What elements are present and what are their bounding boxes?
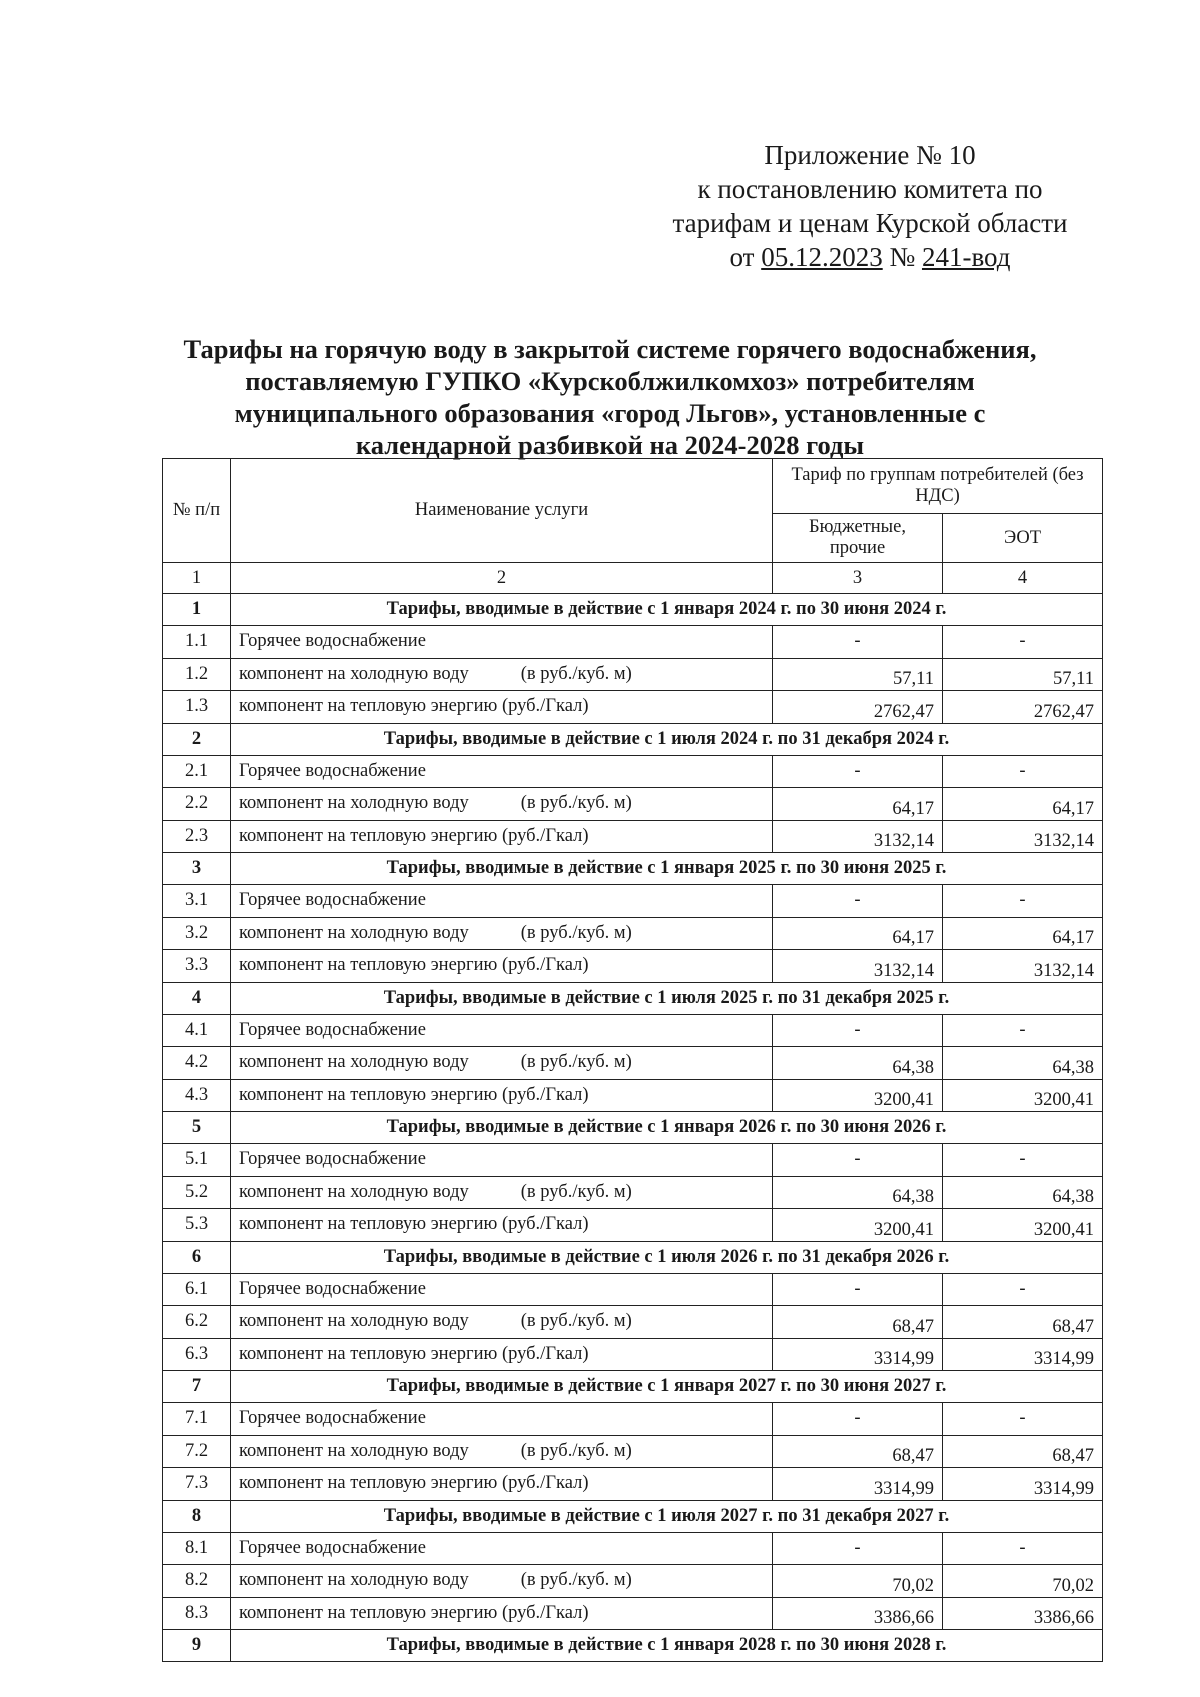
period-row [163, 1371, 1103, 1403]
tariff-eot-cell: 3200,41 [943, 1079, 1103, 1112]
tariff-budget-cell: 64,38 [773, 1176, 943, 1209]
service-label: компонент на тепловую энергию (руб./Гкал) [239, 1602, 589, 1623]
row-number: 3.1 [163, 885, 231, 918]
service-name [231, 1014, 773, 1047]
row-number: 1.1 [163, 626, 231, 659]
tariff-budget-cell: - [773, 885, 943, 918]
service-name [231, 1144, 773, 1177]
tariff-eot-cell: 68,47 [943, 1306, 1103, 1339]
tariff-budget-cell: 57,11 [773, 658, 943, 691]
tariff-eot-cell: 64,38 [943, 1047, 1103, 1080]
table-row [163, 1532, 1103, 1565]
tariff-budget-cell: - [773, 1144, 943, 1177]
tariff-eot-cell: 64,38 [943, 1176, 1103, 1209]
service-label: Горячее водоснабжение [239, 1278, 426, 1299]
tariff-budget-cell: 64,17 [773, 917, 943, 950]
service-name [231, 917, 773, 950]
service-label: компонент на холодную воду [239, 793, 469, 814]
col-header-name: Наименование услуги [231, 459, 773, 563]
table-row [163, 755, 1103, 788]
tariff-eot-cell: 3314,99 [943, 1338, 1103, 1371]
service-name [231, 1047, 773, 1080]
tariff-eot-cell: - [943, 1403, 1103, 1436]
table-row [163, 1468, 1103, 1501]
header-number-2: 2 [231, 563, 773, 594]
header-number-3: 3 [773, 563, 943, 594]
period-number: 6 [163, 1241, 231, 1273]
service-label: Горячее водоснабжение [239, 890, 426, 911]
period-number: 1 [163, 594, 231, 626]
service-label: компонент на холодную воду [239, 922, 469, 943]
tariff-budget-cell: - [773, 1273, 943, 1306]
service-label: компонент на тепловую энергию (руб./Гкал) [239, 1214, 589, 1235]
service-label: Горячее водоснабжение [239, 631, 426, 652]
period-row [163, 1112, 1103, 1144]
tariff-eot-cell: 3314,99 [943, 1468, 1103, 1501]
period-title: Тарифы, вводимые в действие с 1 января 2025 г. по 30 июня 2025 г. [231, 853, 1103, 885]
service-label: компонент на тепловую энергию (руб./Гкал) [239, 696, 589, 717]
row-number: 8.2 [163, 1565, 231, 1598]
service-name [231, 626, 773, 659]
appendix-line-3: тарифам и ценам Курской области [672, 208, 1068, 238]
title-line-3: муниципального образования «город Льгов», установленные с [234, 398, 986, 428]
unit-label: (в руб./куб. м) [520, 1311, 632, 1332]
row-number: 6.1 [163, 1273, 231, 1306]
tariff-eot-cell: - [943, 755, 1103, 788]
period-title: Тарифы, вводимые в действие с 1 июля 2026 г. по 31 декабря 2026 г. [231, 1241, 1103, 1273]
tariff-eot-cell: - [943, 1014, 1103, 1047]
number-prefix: № [889, 242, 916, 272]
row-number: 6.2 [163, 1306, 231, 1339]
table-row [163, 1338, 1103, 1371]
tariff-eot-cell: 57,11 [943, 658, 1103, 691]
tariff-budget-cell: 2762,47 [773, 691, 943, 724]
tariff-eot-cell: 2762,47 [943, 691, 1103, 724]
tariff-budget-cell: 64,38 [773, 1047, 943, 1080]
service-label: Горячее водоснабжение [239, 1537, 426, 1558]
row-number: 8.1 [163, 1532, 231, 1565]
row-number: 4.1 [163, 1014, 231, 1047]
service-label: компонент на тепловую энергию (руб./Гкал) [239, 825, 589, 846]
table-row [163, 658, 1103, 691]
appendix-header [640, 138, 1100, 274]
period-row [163, 1500, 1103, 1532]
service-label: компонент на холодную воду [239, 1052, 469, 1073]
service-name [231, 1435, 773, 1468]
unit-label: (в руб./куб. м) [520, 1052, 632, 1073]
row-number: 3.2 [163, 917, 231, 950]
unit-label: (в руб./куб. м) [520, 1440, 632, 1461]
row-number: 8.3 [163, 1597, 231, 1630]
unit-label: (в руб./куб. м) [520, 1570, 632, 1591]
tariff-budget-cell: 64,17 [773, 788, 943, 821]
service-label: компонент на тепловую энергию (руб./Гкал) [239, 1084, 589, 1105]
period-title: Тарифы, вводимые в действие с 1 января 2024 г. по 30 июня 2024 г. [231, 594, 1103, 626]
row-number: 2.3 [163, 820, 231, 853]
service-name [231, 1565, 773, 1598]
tariff-budget-cell: - [773, 1532, 943, 1565]
row-number: 5.2 [163, 1176, 231, 1209]
appendix-line-2: к постановлению комитета по [697, 174, 1043, 204]
period-row [163, 1630, 1103, 1662]
tariff-budget-cell: 3314,99 [773, 1468, 943, 1501]
row-number: 6.3 [163, 1338, 231, 1371]
resolution-number: 241-вод [921, 242, 1011, 272]
service-name [231, 1403, 773, 1436]
tariff-budget-cell: 70,02 [773, 1565, 943, 1598]
unit-label: (в руб./куб. м) [520, 793, 632, 814]
date-prefix: от [729, 242, 755, 272]
service-name [231, 1597, 773, 1630]
table-row [163, 1176, 1103, 1209]
period-row [163, 982, 1103, 1014]
service-name [231, 788, 773, 821]
period-number: 2 [163, 723, 231, 755]
service-label: компонент на холодную воду [239, 1311, 469, 1332]
header-number-4: 4 [943, 563, 1103, 594]
period-number: 9 [163, 1630, 231, 1662]
table-row [163, 1597, 1103, 1630]
tariff-eot-cell: 3386,66 [943, 1597, 1103, 1630]
service-name [231, 1306, 773, 1339]
period-title: Тарифы, вводимые в действие с 1 января 2026 г. по 30 июня 2026 г. [231, 1112, 1103, 1144]
table-row [163, 1435, 1103, 1468]
table-row [163, 1273, 1103, 1306]
header-number-1: 1 [163, 563, 231, 594]
service-name [231, 1176, 773, 1209]
row-number: 7.2 [163, 1435, 231, 1468]
row-number: 2.2 [163, 788, 231, 821]
period-title: Тарифы, вводимые в действие с 1 января 2027 г. по 30 июня 2027 г. [231, 1371, 1103, 1403]
row-number: 1.2 [163, 658, 231, 691]
col-header-num: № п/п [163, 459, 231, 563]
service-name [231, 1079, 773, 1112]
col-header-tariff-group: Тариф по группам потребителей (без НДС) [773, 459, 1103, 514]
service-label: компонент на тепловую энергию (руб./Гкал) [239, 1473, 589, 1494]
row-number: 3.3 [163, 950, 231, 983]
row-number: 1.3 [163, 691, 231, 724]
col-header-eot: ЭОТ [943, 514, 1103, 563]
service-name [231, 658, 773, 691]
tariff-eot-cell: 64,17 [943, 917, 1103, 950]
tariff-eot-cell: - [943, 1532, 1103, 1565]
table-row [163, 950, 1103, 983]
row-number: 7.1 [163, 1403, 231, 1436]
service-name [231, 885, 773, 918]
period-number: 8 [163, 1500, 231, 1532]
service-label: компонент на холодную воду [239, 1181, 469, 1202]
table-row [163, 691, 1103, 724]
tariff-budget-cell: - [773, 626, 943, 659]
tariff-budget-cell: - [773, 1014, 943, 1047]
service-name [231, 1468, 773, 1501]
unit-label: (в руб./куб. м) [520, 663, 632, 684]
tariff-eot-cell: 70,02 [943, 1565, 1103, 1598]
tariff-eot-cell: 3132,14 [943, 820, 1103, 853]
tariff-eot-cell: - [943, 1273, 1103, 1306]
tariff-budget-cell: - [773, 1403, 943, 1436]
tariff-table [162, 458, 1103, 1662]
row-number: 5.3 [163, 1209, 231, 1242]
tariff-budget-cell: 3132,14 [773, 950, 943, 983]
period-title: Тарифы, вводимые в действие с 1 июля 2024 г. по 31 декабря 2024 г. [231, 723, 1103, 755]
title-line-2: поставляемую ГУПКО «Курскоблжилкомхоз» потребителям [245, 366, 975, 396]
tariff-budget-cell: 3200,41 [773, 1079, 943, 1112]
period-row [163, 853, 1103, 885]
period-title: Тарифы, вводимые в действие с 1 июля 2025 г. по 31 декабря 2025 г. [231, 982, 1103, 1014]
period-title: Тарифы, вводимые в действие с 1 июля 2027 г. по 31 декабря 2027 г. [231, 1500, 1103, 1532]
title-line-4: календарной разбивкой на 2024-2028 годы [355, 430, 865, 460]
row-number: 4.3 [163, 1079, 231, 1112]
table-row [163, 1079, 1103, 1112]
row-number: 7.3 [163, 1468, 231, 1501]
service-label: компонент на холодную воду [239, 1440, 469, 1461]
resolution-date: 05.12.2023 [761, 242, 883, 272]
service-label: компонент на тепловую энергию (руб./Гкал) [239, 1343, 589, 1364]
period-number: 7 [163, 1371, 231, 1403]
tariff-eot-cell: 64,17 [943, 788, 1103, 821]
table-row [163, 1144, 1103, 1177]
service-label: Горячее водоснабжение [239, 1019, 426, 1040]
period-row [163, 1241, 1103, 1273]
table-row [163, 917, 1103, 950]
tariff-eot-cell: - [943, 885, 1103, 918]
table-row [163, 1047, 1103, 1080]
tariff-eot-cell: 68,47 [943, 1435, 1103, 1468]
tariff-budget-cell: 3200,41 [773, 1209, 943, 1242]
period-number: 3 [163, 853, 231, 885]
period-row [163, 723, 1103, 755]
tariff-eot-cell: 3200,41 [943, 1209, 1103, 1242]
service-label: компонент на тепловую энергию (руб./Гкал) [239, 955, 589, 976]
service-name [231, 1532, 773, 1565]
tariff-eot-cell: - [943, 1144, 1103, 1177]
title-line-1: Тарифы на горячую воду в закрытой системе горячего водоснабжения, [183, 334, 1037, 364]
tariff-budget-cell: 3314,99 [773, 1338, 943, 1371]
service-name [231, 820, 773, 853]
table-row [163, 626, 1103, 659]
tariff-budget-cell: 68,47 [773, 1435, 943, 1468]
row-number: 2.1 [163, 755, 231, 788]
tariff-budget-cell: 3132,14 [773, 820, 943, 853]
tariff-eot-cell: - [943, 626, 1103, 659]
table-row [163, 1014, 1103, 1047]
tariff-eot-cell: 3132,14 [943, 950, 1103, 983]
table-row [163, 1565, 1103, 1598]
unit-label: (в руб./куб. м) [520, 922, 632, 943]
table-row [163, 1306, 1103, 1339]
table-row [163, 820, 1103, 853]
row-number: 4.2 [163, 1047, 231, 1080]
document-title [140, 333, 1080, 461]
col-header-budget: Бюджетные, прочие [773, 514, 943, 563]
tariff-budget-cell: 68,47 [773, 1306, 943, 1339]
period-row [163, 594, 1103, 626]
table-row [163, 1403, 1103, 1436]
service-name [231, 1338, 773, 1371]
service-name [231, 1273, 773, 1306]
service-name [231, 950, 773, 983]
period-number: 5 [163, 1112, 231, 1144]
service-name [231, 691, 773, 724]
table-row [163, 1209, 1103, 1242]
table-row [163, 788, 1103, 821]
unit-label: (в руб./куб. м) [520, 1181, 632, 1202]
service-name [231, 1209, 773, 1242]
service-label: компонент на холодную воду [239, 1570, 469, 1591]
service-name [231, 755, 773, 788]
service-label: Горячее водоснабжение [239, 760, 426, 781]
period-title: Тарифы, вводимые в действие с 1 января 2028 г. по 30 июня 2028 г. [231, 1630, 1103, 1662]
row-number: 5.1 [163, 1144, 231, 1177]
service-label: компонент на холодную воду [239, 663, 469, 684]
tariff-budget-cell: - [773, 755, 943, 788]
period-number: 4 [163, 982, 231, 1014]
service-label: Горячее водоснабжение [239, 1408, 426, 1429]
appendix-line-4 [640, 240, 1100, 274]
appendix-line-1: Приложение № 10 [764, 140, 976, 170]
tariff-budget-cell: 3386,66 [773, 1597, 943, 1630]
table-row [163, 885, 1103, 918]
service-label: Горячее водоснабжение [239, 1149, 426, 1170]
